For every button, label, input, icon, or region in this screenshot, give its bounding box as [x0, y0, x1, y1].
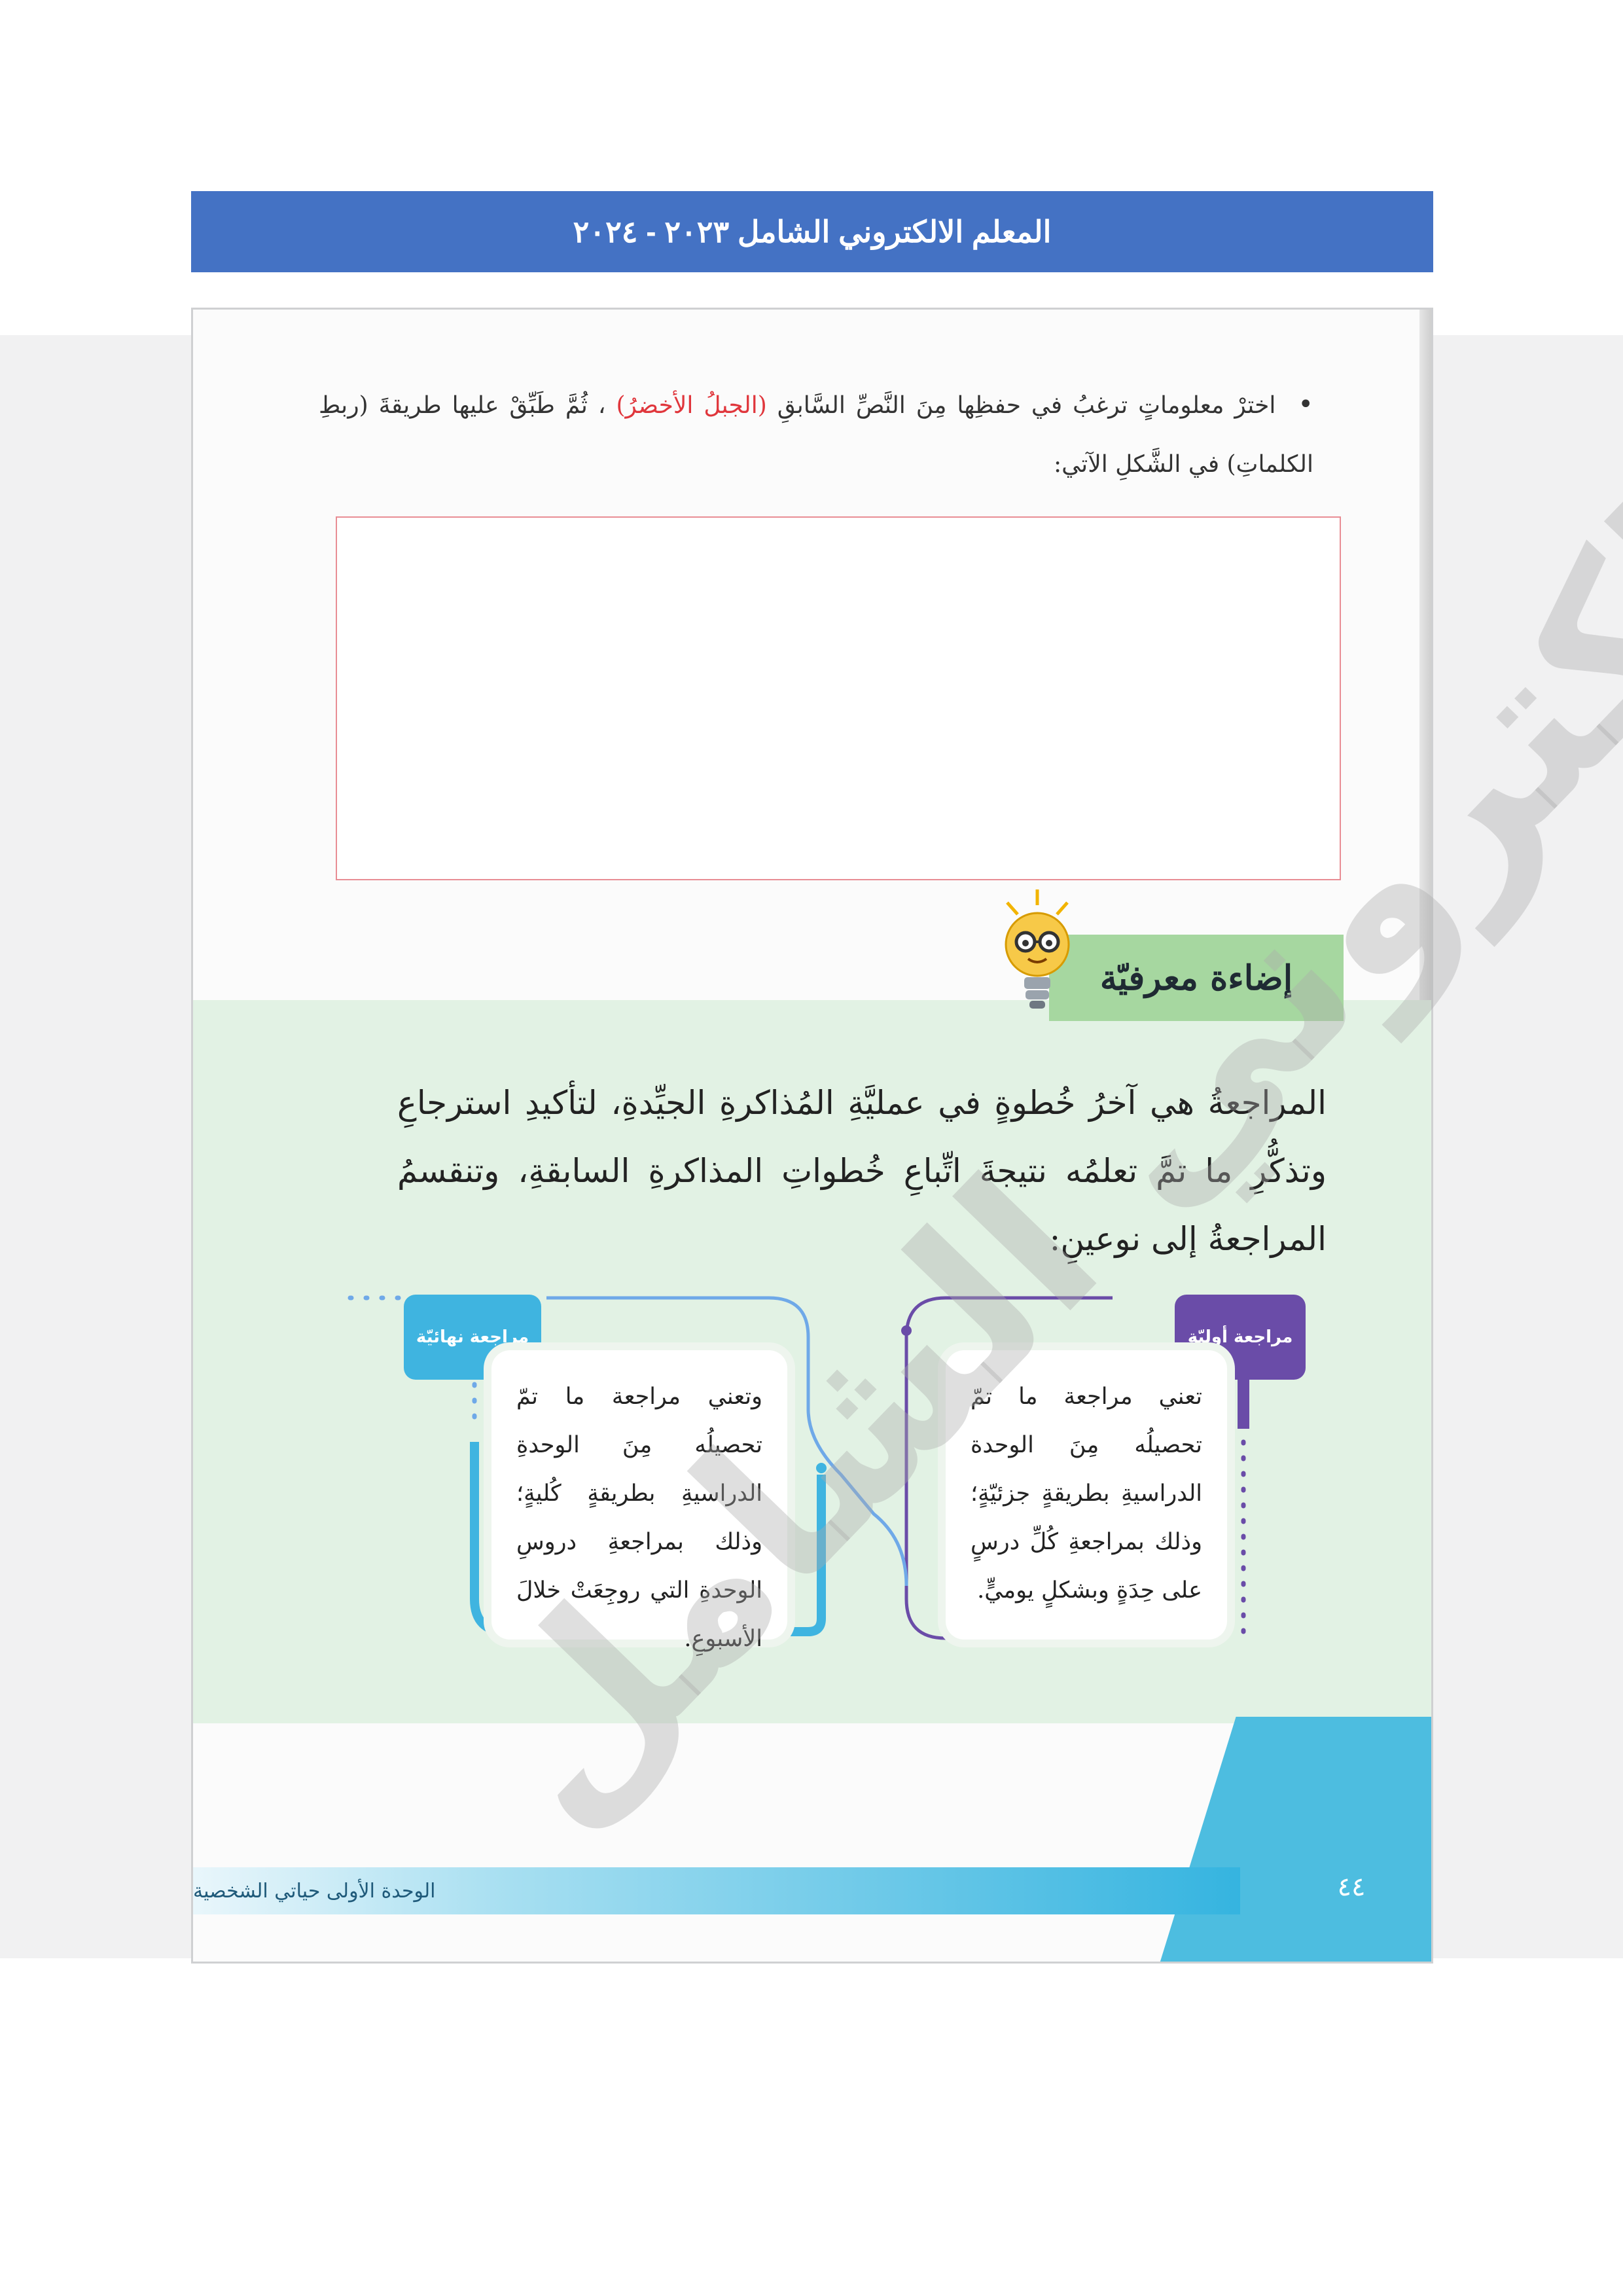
header-title: المعلم الالكتروني الشامل ٢٠٢٣ - ٢٠٢٤: [573, 215, 1052, 249]
primary-review-label: مراجعة أوليّة: [1187, 1327, 1293, 1347]
footer-corner-shape: [1159, 1717, 1433, 1964]
section-title-tab: [1049, 935, 1344, 1021]
book-page: [191, 308, 1433, 1964]
lightbulb-mascot-icon: [998, 886, 1077, 1016]
section-title: إضاءة معرفيّة: [1099, 958, 1293, 998]
page-number: ٤٤: [1337, 1872, 1366, 1902]
final-review-card: [491, 1350, 787, 1652]
final-review-text: وتعني مراجعة ما تمّ تحصيلُه مِنَ الوحدةِ الدراسيةِ بطريقةٍ كُليةٍ؛ وذلك بمراجعةِ دروسِ الوحدةِ التي روجِعَتْ خلالَ الأسبوعِ.: [516, 1384, 762, 1652]
review-definition-paragraph: المراجعةُ هي آخرُ خُطوةٍ في عمليَّةِ المُذاكرةِ الجيِّدةِ، لتأكيدِ استرجاعِ وتذكُّرِ ما تمَّ تعلمُه نتيجةَ اتِّباعِ خُطواتِ المذاكرةِ السابقةِ، وتنقسمُ المراجعةُ إلى نوعينِ:: [397, 1084, 1327, 1258]
primary-review-card: [946, 1350, 1227, 1640]
task-text-part2: ، ثُمَّ طَبِّقْ عليها طريقةَ (ربطِ الكلماتِ) في الشَّكلِ الآتي:: [319, 392, 1313, 478]
bullet-icon: •: [1298, 389, 1313, 420]
task-highlight: (الجبلُ الأخضرُ): [616, 392, 767, 419]
footer-strip: [193, 1867, 1240, 1914]
document-header: [191, 191, 1433, 272]
watermark-text: الالكتروني الشامل: [421, 287, 1623, 1869]
task-instruction: [319, 375, 1313, 494]
primary-review-text: تعني مراجعة ما تمّ تحصيلُه مِنَ الوحدة الدراسيةِ بطريقةٍ جزئيّةٍ؛ وذلك بمراجعةِ كُلِّ درسٍ على حِدَةٍ وبشكلٍ يوميٍّ.: [971, 1384, 1202, 1604]
task-text-part1: اخترْ معلوماتٍ ترغبُ في حفظِها مِنَ النَّصِّ السَّابقِ: [777, 392, 1276, 419]
final-review-label: مراجعة نهائيّة: [416, 1327, 529, 1347]
answer-box[interactable]: [336, 516, 1341, 880]
footer-unit-title: الوحدة الأولى حياتي الشخصية: [193, 1879, 436, 1903]
